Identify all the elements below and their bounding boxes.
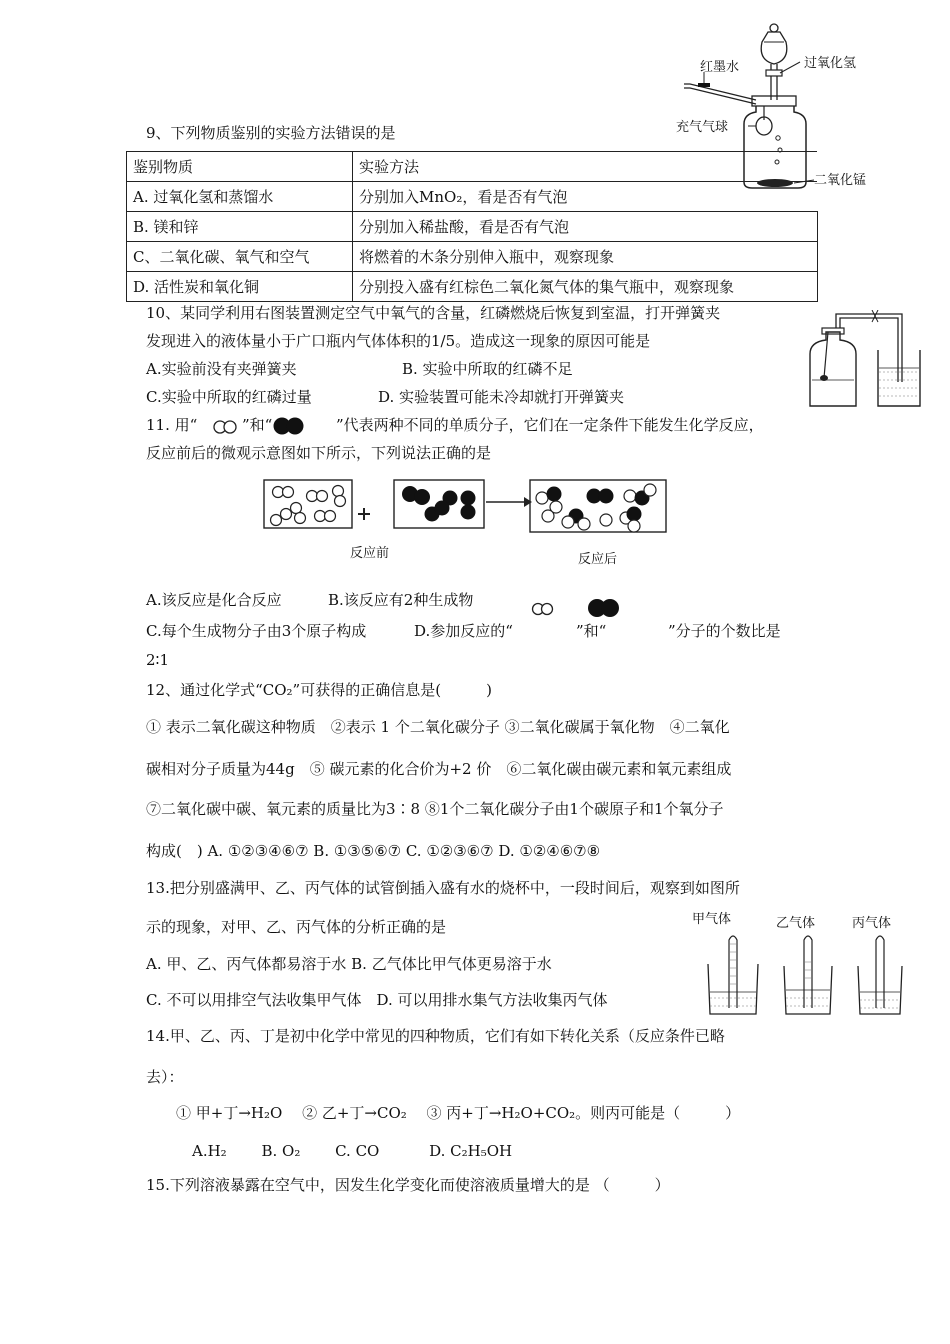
q12-line2: 碳相对分子质量为44g ⑤ 碳元素的化合价为+2 价 ⑥二氧化碳由碳元素和氧元素组成: [146, 760, 732, 778]
red-phosphorus-apparatus-diagram: [802, 310, 924, 412]
q11-line2: 反应前后的微观示意图如下所示，下列说法正确的是: [146, 444, 492, 462]
q10-option-d: D. 实验装置可能未冷却就打开弹簧夹: [378, 388, 625, 406]
table-header-cell: 鉴别物质: [127, 152, 353, 182]
q13-line2: 示的现象，对甲、乙、丙气体的分析正确的是: [146, 918, 447, 936]
label-mno2: 二氧化锰: [814, 173, 867, 188]
q10-line2: 发现进入的液体量小于广口瓶内气体体积的1/5。造成这一现象的原因可能是: [146, 332, 651, 350]
q12-line3: ⑦二氧化碳中碳、氧元素的质量比为3∶8 ⑧1个二氧化碳分子由1个碳原子和1个氧分子: [146, 800, 724, 818]
q14-line1: 14.甲、乙、丙、丁是初中化学中常见的四种物质，它们有如下转化关系（反应条件已略: [146, 1027, 725, 1045]
gas-tubes-diagram: [704, 928, 904, 1020]
table-cell: 分别投入盛有红棕色二氧化氮气体的集气瓶中，观察现象: [353, 272, 818, 302]
table-row: [127, 182, 818, 212]
black-molecule-icon: [586, 598, 622, 618]
gas-label-a: 甲气体: [692, 912, 732, 927]
q11-option-b: B.该反应有2种生成物: [328, 591, 474, 609]
table-row: [127, 272, 818, 302]
q13-line4: C. 不可以用排空气法收集甲气体 D. 可以用排水集气方法收集丙气体: [146, 991, 608, 1009]
after-label: 反应后: [578, 552, 618, 567]
table-cell: B. 镁和锌: [127, 212, 353, 242]
white-molecule-icon: [530, 601, 556, 617]
q12-line4: 构成( ) A. ①②③④⑥⑦ B. ①③⑤⑥⑦ C. ①②③⑥⑦ D. ①②④⑥⑦⑧: [146, 842, 601, 860]
q10-option-b: B. 实验中所取的红磷不足: [402, 360, 573, 378]
table-row: [127, 242, 818, 272]
q9-table: [126, 151, 818, 302]
q14-line3: ① 甲+丁→H₂O ② 乙+丁→CO₂ ③ 丙+丁→H₂O+CO₂。则丙可能是（ ）: [176, 1104, 741, 1122]
q9-stem: 9、下列物质鉴别的实验方法错误的是: [146, 124, 396, 142]
table-cell: 分别加入稀盐酸，看是否有气泡: [353, 212, 818, 242]
label-h2o2: 过氧化氢: [804, 56, 857, 71]
black-molecule-icon: [272, 416, 306, 436]
table-header-cell: 实验方法: [353, 152, 818, 182]
q11-option-d-part3: ”分子的个数比是: [668, 622, 781, 640]
q11-option-d-part2: ”和“: [576, 622, 607, 640]
gas-label-c: 丙气体: [852, 916, 892, 931]
q11-option-d-part1: D.参加反应的“: [414, 622, 513, 640]
q10-option-a: A.实验前没有夹弹簧夹: [146, 360, 297, 378]
q11-option-c: C.每个生成物分子由3个原子构成: [146, 622, 367, 640]
table-cell: 分别加入MnO₂，看是否有气泡: [353, 182, 818, 212]
table-row: [127, 212, 818, 242]
q11-option-d-ratio: 2∶1: [146, 651, 169, 669]
q14-line2: 去）：: [146, 1068, 184, 1086]
reaction-micro-diagram: [262, 476, 670, 536]
q14-line4: A.H₂ B. O₂ C. CO D. C₂H₅OH: [192, 1142, 513, 1160]
table-cell: 将燃着的木条分别伸入瓶中，观察现象: [353, 242, 818, 272]
q11-line1-part1: 11. 用“: [146, 416, 198, 434]
table-cell: C、二氧化碳、氧气和空气: [127, 242, 353, 272]
q12-stem: 12、通过化学式“CO₂”可获得的正确信息是( ): [146, 681, 492, 699]
q13-line1: 13.把分别盛满甲、乙、丙气体的试管倒插入盛有水的烧杯中，一段时间后，观察到如图所: [146, 879, 740, 897]
q11-line1-part2: ”和“: [242, 416, 273, 434]
label-balloon: 充气气球: [676, 120, 729, 135]
q13-line3: A. 甲、乙、丙气体都易溶于水 B. 乙气体比甲气体更易溶于水: [146, 955, 552, 973]
q11-line1-part3: ”代表两种不同的单质分子，它们在一定条件下能发生化学反应，: [336, 416, 764, 434]
q15-stem: 15.下列溶液暴露在空气中，因发生化学变化而使溶液质量增大的是 （ ）: [146, 1176, 670, 1194]
before-label: 反应前: [350, 546, 390, 561]
q10-option-c: C.实验中所取的红磷过量: [146, 388, 312, 406]
white-molecule-icon: [212, 419, 240, 435]
label-red-ink: 红墨水: [700, 60, 740, 75]
gas-label-b: 乙气体: [776, 916, 816, 931]
table-row: [127, 152, 818, 182]
table-cell: D. 活性炭和氧化铜: [127, 272, 353, 302]
q11-option-a: A.该反应是化合反应: [146, 591, 282, 609]
q10-line1: 10、某同学利用右图装置测定空气中氧气的含量，红磷燃烧后恢复到室温，打开弹簧夹: [146, 304, 721, 322]
table-cell: A. 过氧化氢和蒸馏水: [127, 182, 353, 212]
q12-line1: ① 表示二氧化碳这种物质 ②表示 1 个二氧化碳分子 ③二氧化碳属于氧化物 ④二氧化: [146, 718, 730, 736]
